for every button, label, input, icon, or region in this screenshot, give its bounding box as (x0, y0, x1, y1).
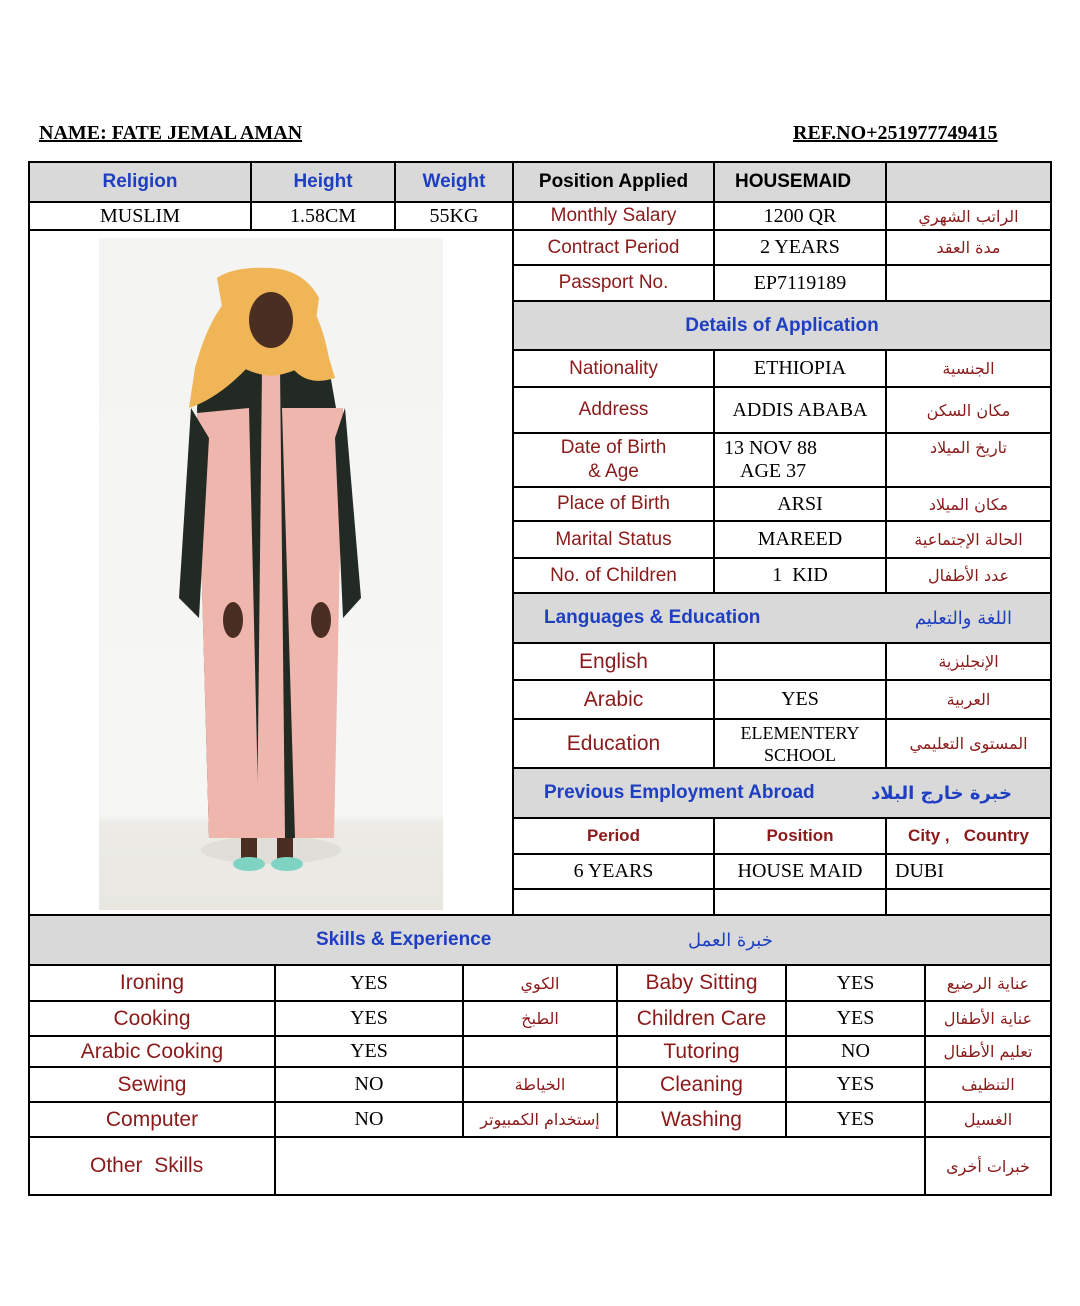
prev-period-header: Period (514, 819, 715, 855)
place-of-birth-label: Place of Birth (514, 488, 715, 522)
marital-status-label: Marital Status (514, 522, 715, 559)
skill-arabic-cooking-arabic (464, 1037, 618, 1068)
children-label: No. of Children (514, 559, 715, 594)
skill-ironing-value: YES (276, 966, 464, 1002)
prev-empty-1 (514, 890, 715, 916)
position-applied-value: HOUSEMAID (715, 163, 887, 203)
education-value (715, 720, 887, 769)
skill-children-care-label: Children Care (618, 1002, 787, 1037)
skill-baby-sitting-label: Baby Sitting (618, 966, 787, 1002)
address-arabic: مكان السكن (887, 388, 1050, 434)
height-header: Height (252, 163, 396, 203)
previous-employment-title: Previous Employment Abroad (544, 782, 815, 803)
skill-cleaning-label: Cleaning (618, 1068, 787, 1103)
reference-number: REF.NO+251977749415 (793, 122, 998, 144)
arabic-value: YES (715, 681, 887, 720)
english-value (715, 644, 887, 681)
prev-city-value: DUBI (887, 855, 1050, 890)
address-label: Address (514, 388, 715, 434)
nationality-arabic: الجنسية (887, 351, 1050, 388)
other-skills-arabic: خبرات أخرى (946, 1156, 1030, 1176)
skill-computer-label: Computer (30, 1103, 276, 1138)
languages-title-arabic: اللغة والتعليم (914, 607, 1012, 629)
arabic-arabic: العربية (887, 681, 1050, 720)
height-value: 1.58CM (252, 203, 396, 231)
skill-tutoring-arabic: تعليم الأطفال (926, 1037, 1050, 1068)
dob-label-line1: Date of Birth (560, 437, 667, 458)
position-arabic-empty (887, 163, 1050, 203)
dob-label (514, 434, 715, 488)
skill-cooking-arabic: الطبخ (464, 1002, 618, 1037)
skill-tutoring-label: Tutoring (618, 1037, 787, 1068)
skills-title-arabic: خبرة العمل (688, 929, 773, 951)
education-arabic: المستوى التعليمي (887, 720, 1050, 769)
dob-label-line2: & Age (588, 461, 639, 482)
skill-cooking-label: Cooking (30, 1002, 276, 1037)
contract-period-arabic: مدة العقد (887, 231, 1050, 266)
skills-section-title (30, 916, 1050, 966)
skill-ironing-label: Ironing (30, 966, 276, 1002)
weight-value: 55KG (396, 203, 514, 231)
previous-employment-section-title (514, 769, 1050, 819)
previous-employment-title-arabic: خبرة خارج البلاد (871, 782, 1012, 804)
religion-value: MUSLIM (30, 203, 252, 231)
monthly-salary-value: 1200 QR (715, 203, 887, 231)
english-label: English (514, 644, 715, 681)
dob-arabic: تاريخ الميلاد (887, 434, 1050, 488)
skill-washing-arabic: الغسيل (926, 1103, 1050, 1138)
prev-city-header: City , Country (887, 819, 1050, 855)
place-of-birth-value: ARSI (715, 488, 887, 522)
monthly-salary-arabic: الراتب الشهري (887, 203, 1050, 231)
passport-label: Passport No. (514, 266, 715, 302)
details-section-title: Details of Application (514, 302, 1050, 351)
skill-washing-value: YES (787, 1103, 926, 1138)
contract-period-label: Contract Period (514, 231, 715, 266)
place-of-birth-arabic: مكان الميلاد (887, 488, 1050, 522)
skill-washing-label: Washing (618, 1103, 787, 1138)
skill-sewing-value: NO (276, 1068, 464, 1103)
skill-sewing-arabic: الخياطة (464, 1068, 618, 1103)
skill-arabic-cooking-label: Arabic Cooking (30, 1037, 276, 1068)
skill-cleaning-value: YES (787, 1068, 926, 1103)
arabic-label: Arabic (514, 681, 715, 720)
skill-tutoring-value: NO (787, 1037, 926, 1068)
skill-arabic-cooking-value: YES (276, 1037, 464, 1068)
skill-children-care-arabic: عناية الأطفال (926, 1002, 1050, 1037)
passport-arabic-empty (887, 266, 1050, 302)
prev-empty-3 (887, 890, 1050, 916)
address-value: ADDIS ABABA (715, 388, 887, 434)
skill-baby-sitting-arabic: عناية الرضيع (926, 966, 1050, 1002)
candidate-name: NAME: FATE JEMAL AMAN (39, 122, 303, 144)
dob-age: AGE 37 (740, 460, 807, 482)
marital-status-value: MAREED (715, 522, 887, 559)
english-arabic: الإنجليزية (887, 644, 1050, 681)
position-applied-label: Position Applied (514, 163, 715, 203)
religion-header: Religion (30, 163, 252, 203)
skill-ironing-arabic: الكوي (464, 966, 618, 1002)
weight-header: Weight (396, 163, 514, 203)
prev-empty-2 (715, 890, 887, 916)
skill-cleaning-arabic: التنظيف (926, 1068, 1050, 1103)
prev-position-header: Position (715, 819, 887, 855)
monthly-salary-label: Monthly Salary (514, 203, 715, 231)
nationality-label: Nationality (514, 351, 715, 388)
skill-computer-arabic: إستخدام الكمبيوتر (464, 1103, 618, 1138)
marital-status-arabic: الحالة الإجتماعية (887, 522, 1050, 559)
dob-value (715, 434, 887, 488)
skill-children-care-value: YES (787, 1002, 926, 1037)
education-label: Education (514, 720, 715, 769)
dob-date: 13 NOV 88 (724, 437, 817, 459)
skill-sewing-label: Sewing (30, 1068, 276, 1103)
other-skills-label: Other Skills (30, 1138, 276, 1194)
passport-value: EP7119189 (715, 266, 887, 302)
other-skills-value (276, 1138, 926, 1194)
skill-cooking-value: YES (276, 1002, 464, 1037)
languages-section-title (514, 594, 1050, 644)
languages-title: Languages & Education (544, 607, 761, 628)
education-value-line1: ELEMENTERY (740, 722, 860, 743)
contract-period-value: 2 YEARS (715, 231, 887, 266)
skill-baby-sitting-value: YES (787, 966, 926, 1002)
nationality-value: ETHIOPIA (715, 351, 887, 388)
prev-period-value: 6 YEARS (514, 855, 715, 890)
education-value-line2: SCHOOL (763, 744, 836, 765)
children-arabic: عدد الأطفال (887, 559, 1050, 594)
prev-position-value: HOUSE MAID (715, 855, 887, 890)
skill-computer-value: NO (276, 1103, 464, 1138)
children-value: 1 KID (715, 559, 887, 594)
candidate-photo (99, 238, 443, 910)
skills-title: Skills & Experience (316, 929, 492, 950)
